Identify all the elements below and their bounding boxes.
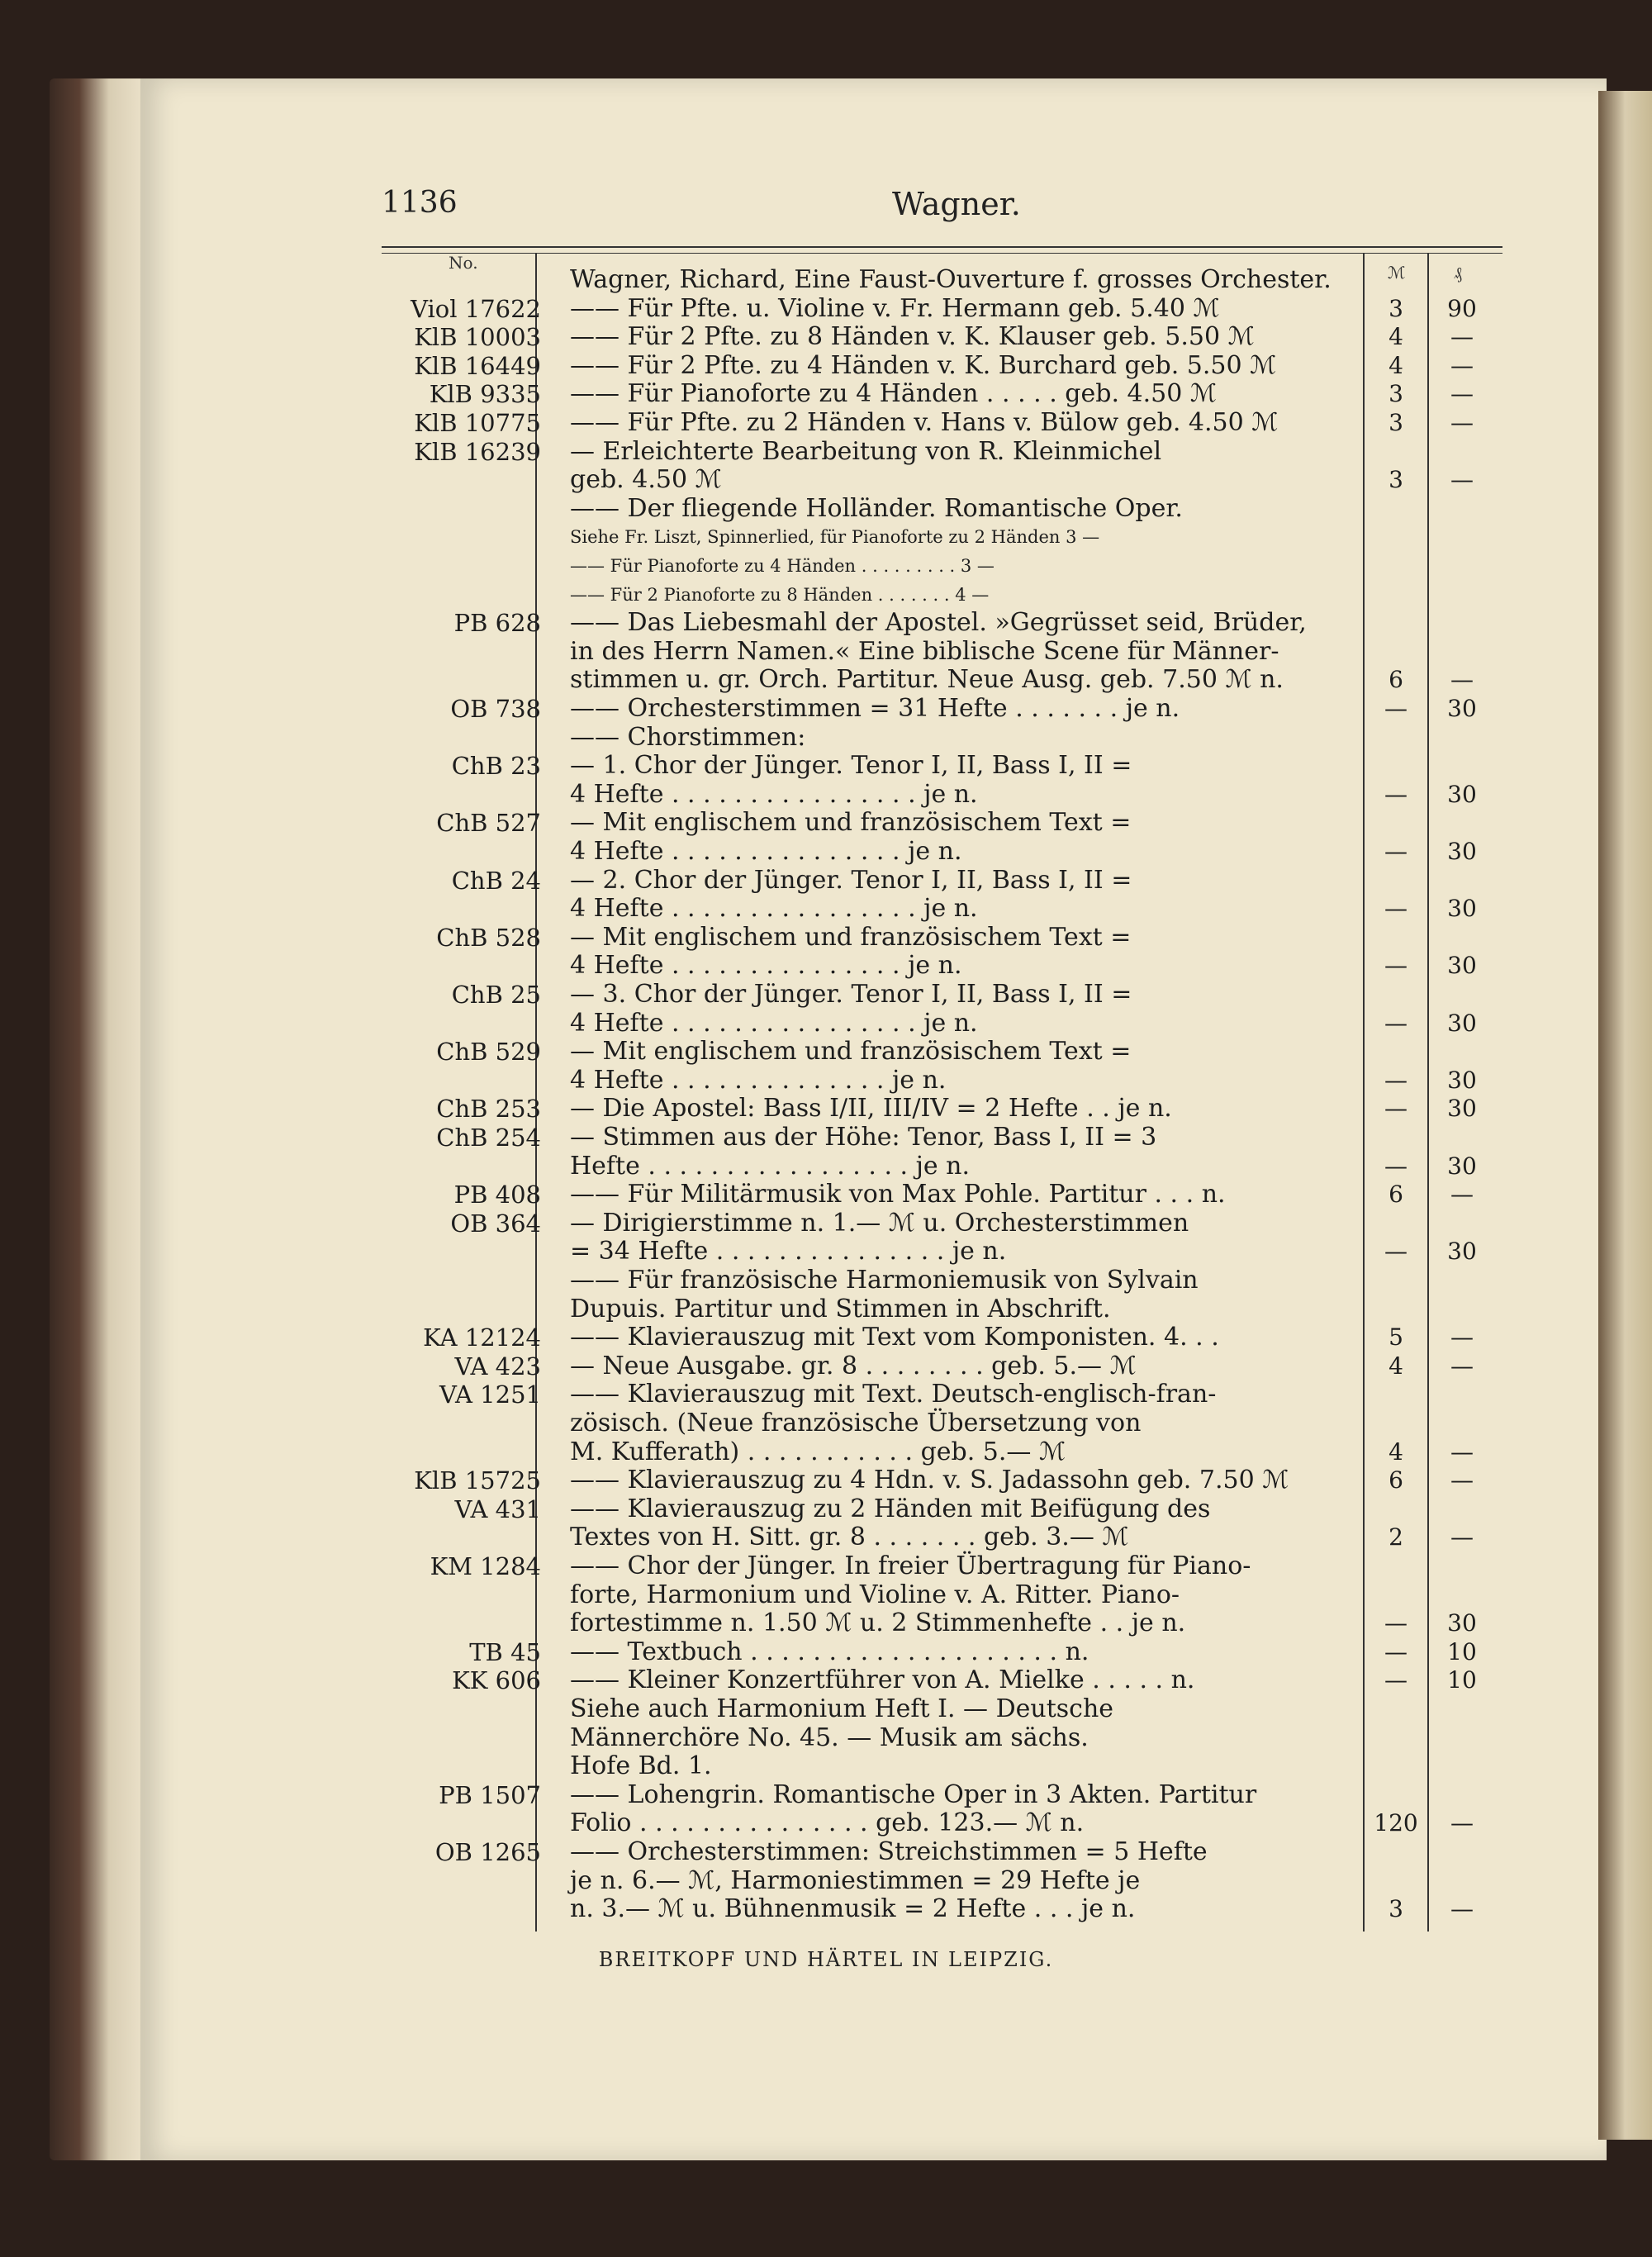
entry-text: Wagner, Richard, Eine Faust-Ouverture f. grosses Orchester. (570, 265, 1332, 294)
entry-text: —— Textbuch . . . . . . . . . . . . . . . . . . . . n. (570, 1637, 1089, 1666)
entry-text: —— Klavierauszug zu 4 Hdn. v. S. Jadassohn geb. 7.50 ℳ (570, 1466, 1289, 1495)
entry-text: — Die Apostel: Bass I/II, III/IV = 2 Hefte . . je n. (570, 1094, 1172, 1124)
header-rule (382, 246, 1502, 248)
entry-text: — Mit englischem und französischem Text = (570, 808, 1132, 838)
entry-text: 4 Hefte . . . . . . . . . . . . . . je n. (570, 1065, 947, 1095)
catalogue-number: ChB 24 (451, 866, 541, 895)
catalogue-number: Viol 17622 (411, 294, 541, 323)
price-pfennig: 30 (1447, 1152, 1477, 1180)
entry-text: Textes von H. Sitt. gr. 8 . . . . . . . geb. 3.— ℳ (570, 1523, 1129, 1552)
price-pfennig: — (1450, 1181, 1474, 1209)
price-pfennig: 30 (1447, 838, 1477, 865)
price-mark: 5 (1389, 1323, 1403, 1352)
entry-text: in des Herrn Namen.« Eine biblische Scene für Männer- (570, 636, 1279, 666)
price-mark: — (1384, 1152, 1408, 1180)
catalogue-number: ChB 253 (436, 1095, 541, 1124)
price-mark: — (1384, 1066, 1408, 1094)
entry-text: —— Für französische Harmoniemusik von Sylvain (570, 1266, 1199, 1295)
entry-text: 4 Hefte . . . . . . . . . . . . . . . . je n. (570, 779, 978, 809)
catalogue-number: KA 12124 (423, 1323, 541, 1352)
price-mark: 3 (1389, 409, 1403, 436)
entry-text: —— Für 2 Pianoforte zu 8 Händen . . . . . . . 4 — (570, 584, 990, 605)
entry-text: — 1. Chor der Jünger. Tenor I, II, Bass I, II = (570, 751, 1132, 781)
price-mark: 3 (1389, 294, 1403, 322)
entry-text: forte, Harmonium und Violine v. A. Ritter. Piano- (570, 1580, 1180, 1609)
price-mark: 4 (1389, 1437, 1403, 1466)
entry-text: —— Klavierauszug mit Text. Deutsch-englisch-fran- (570, 1380, 1217, 1409)
catalogue-number: ChB 254 (436, 1124, 541, 1152)
catalogue-number: KlB 16239 (414, 437, 541, 466)
column-head-no: No. (449, 253, 478, 273)
column-divider-mark (1363, 253, 1365, 1932)
catalogue-number: PB 408 (453, 1181, 541, 1209)
entry-text: Siehe Fr. Liszt, Spinnerlied, für Pianoforte zu 2 Händen 3 — (570, 527, 1100, 548)
catalogue-number: PB 1507 (439, 1780, 541, 1809)
price-pfennig: 30 (1447, 1238, 1477, 1266)
price-pfennig: 90 (1447, 294, 1477, 322)
column-divider-pf (1427, 253, 1429, 1932)
entry-text: — Mit englischem und französischem Text = (570, 922, 1132, 952)
price-pfennig: — (1450, 1466, 1474, 1494)
entry-text: je n. 6.— ℳ, Harmoniestimmen = 29 Hefte je (570, 1865, 1141, 1895)
price-pfennig: — (1450, 380, 1474, 408)
column-head-pf: ₰ (1454, 263, 1462, 283)
price-pfennig: 30 (1447, 1009, 1477, 1037)
catalogue-number: PB 628 (453, 609, 541, 638)
entry-text: —— Für Militärmusik von Max Pohle. Partitur . . . n. (570, 1180, 1226, 1209)
entry-text: — 2. Chor der Jünger. Tenor I, II, Bass I, II = (570, 865, 1132, 895)
price-pfennig: 30 (1447, 1609, 1477, 1637)
price-mark: — (1384, 1609, 1408, 1637)
entry-text: — Dirigierstimme n. 1.— ℳ u. Orchesterstimmen (570, 1208, 1189, 1238)
entry-text: 4 Hefte . . . . . . . . . . . . . . . je n. (570, 837, 962, 866)
catalogue-number: VA 1251 (439, 1380, 541, 1409)
price-mark: — (1384, 895, 1408, 923)
catalogue-number: KlB 15725 (414, 1466, 541, 1495)
entry-text: Hefte . . . . . . . . . . . . . . . . . je n. (570, 1151, 971, 1181)
entry-text: —— Lohengrin. Romantische Oper in 3 Akten. Partitur (570, 1779, 1257, 1809)
entry-text: —— Chor der Jünger. In freier Übertragung für Piano- (570, 1551, 1251, 1580)
price-pfennig: — (1450, 1323, 1474, 1352)
header-rule-thin (382, 253, 1502, 254)
entry-text: 4 Hefte . . . . . . . . . . . . . . . je n. (570, 951, 962, 981)
price-pfennig: 30 (1447, 695, 1477, 722)
entry-text: stimmen u. gr. Orch. Partitur. Neue Ausg. geb. 7.50 ℳ n. (570, 665, 1284, 695)
entry-text: M. Kufferath) . . . . . . . . . . . geb. 5.— ℳ (570, 1437, 1066, 1466)
entry-text: = 34 Hefte . . . . . . . . . . . . . . . je n. (570, 1237, 1007, 1266)
entry-text: zösisch. (Neue französische Übersetzung von (570, 1409, 1142, 1437)
price-pfennig: 30 (1447, 1095, 1477, 1123)
catalogue-number: ChB 527 (436, 809, 541, 838)
publisher-footer: BREITKOPF UND HÄRTEL IN LEIPZIG. (598, 1948, 1054, 1971)
price-pfennig: 10 (1447, 1666, 1477, 1694)
catalogue-number: KlB 9335 (429, 380, 541, 409)
catalogue-number: KK 606 (452, 1666, 541, 1695)
price-mark: 6 (1389, 1466, 1403, 1494)
entry-text: —— Das Liebesmahl der Apostel. »Gegrüsset seid, Brüder, (570, 608, 1307, 638)
column-head-mark: ℳ (1388, 263, 1406, 283)
price-pfennig: — (1450, 1352, 1474, 1380)
price-mark: — (1384, 1637, 1408, 1665)
catalogue-number: VA 423 (454, 1352, 541, 1380)
entry-text: — 3. Chor der Jünger. Tenor I, II, Bass I, II = (570, 980, 1132, 1009)
page-title: Wagner. (892, 186, 1021, 222)
price-pfennig: 30 (1447, 895, 1477, 923)
price-pfennig: 30 (1447, 1066, 1477, 1094)
entry-text: Siehe auch Harmonium Heft I. — Deutsche (570, 1694, 1114, 1723)
entry-text: Männerchöre No. 45. — Musik am sächs. (570, 1722, 1089, 1752)
catalogue-number: OB 738 (450, 695, 541, 723)
price-mark: — (1384, 780, 1408, 808)
entry-text: —— Für Pfte. u. Violine v. Fr. Hermann geb. 5.40 ℳ (570, 293, 1220, 323)
price-pfennig: 10 (1447, 1637, 1477, 1665)
price-mark: — (1384, 1095, 1408, 1123)
entry-text: —— Klavierauszug zu 2 Händen mit Beifügung des (570, 1494, 1211, 1523)
entry-text: fortestimme n. 1.50 ℳ u. 2 Stimmenhefte . . je n. (570, 1608, 1186, 1638)
price-pfennig: 30 (1447, 780, 1477, 808)
entry-text: Dupuis. Partitur und Stimmen in Abschrift. (570, 1294, 1111, 1323)
entry-text: —— Für Pianoforte zu 4 Händen . . . . . . . . . 3 — (570, 556, 995, 576)
price-mark: — (1384, 1666, 1408, 1694)
entry-text: — Neue Ausgabe. gr. 8 . . . . . . . . geb. 5.— ℳ (570, 1351, 1137, 1380)
price-pfennig: — (1450, 409, 1474, 436)
catalogue-number: OB 1265 (434, 1838, 541, 1866)
entry-text: — Mit englischem und französischem Text = (570, 1037, 1132, 1067)
entry-text: 4 Hefte . . . . . . . . . . . . . . . . je n. (570, 894, 978, 924)
catalogue-number: ChB 528 (436, 923, 541, 952)
entry-text: —— Kleiner Konzertführer von A. Mielke . . . . . n. (570, 1665, 1195, 1695)
price-mark: — (1384, 952, 1408, 980)
catalogue-number: ChB 23 (451, 752, 541, 781)
catalogue-number: TB 45 (469, 1637, 541, 1666)
price-pfennig: — (1450, 1809, 1474, 1837)
catalogue-number: KlB 10003 (414, 323, 541, 352)
entry-text: n. 3.— ℳ u. Bühnenmusik = 2 Hefte . . . je n. (570, 1894, 1136, 1924)
price-pfennig: — (1450, 1523, 1474, 1551)
entry-text: —— Chorstimmen: (570, 722, 806, 752)
catalogue-number: ChB 25 (451, 981, 541, 1009)
facing-page-edge (1598, 91, 1652, 2140)
entry-text: Folio . . . . . . . . . . . . . . . geb. 123.— ℳ n. (570, 1808, 1085, 1838)
entry-text: —— Für Pfte. zu 2 Händen v. Hans v. Bülow geb. 4.50 ℳ (570, 408, 1279, 437)
price-mark: 6 (1389, 666, 1403, 694)
price-mark: 3 (1389, 466, 1403, 494)
entry-text: —— Klavierauszug mit Text vom Komponisten. 4. . . (570, 1323, 1219, 1352)
entry-text: —— Für 2 Pfte. zu 8 Händen v. K. Klauser geb. 5.50 ℳ (570, 322, 1255, 352)
catalogue-number: KlB 16449 (414, 351, 541, 380)
price-pfennig: — (1450, 351, 1474, 379)
catalogue-number: VA 431 (454, 1494, 541, 1523)
entry-text: —— Der fliegende Holländer. Romantische Oper. (570, 493, 1183, 523)
catalogue-number: KlB 10775 (414, 409, 541, 437)
entry-text: —— Orchesterstimmen = 31 Hefte . . . . . . . je n. (570, 694, 1180, 723)
price-mark: 4 (1389, 323, 1403, 351)
price-mark: — (1384, 1238, 1408, 1266)
price-mark: — (1384, 1009, 1408, 1037)
catalogue-number: OB 364 (450, 1209, 541, 1238)
price-pfennig: 30 (1447, 952, 1477, 980)
catalogue-number: KM 1284 (430, 1552, 541, 1580)
entry-text: —— Orchesterstimmen: Streichstimmen = 5 Hefte (570, 1837, 1208, 1866)
price-mark: 4 (1389, 1352, 1403, 1380)
price-pfennig: — (1450, 666, 1474, 694)
price-pfennig: — (1450, 1437, 1474, 1466)
price-mark: 3 (1389, 380, 1403, 408)
catalogue-number: ChB 529 (436, 1038, 541, 1067)
entry-text: — Stimmen aus der Höhe: Tenor, Bass I, II = 3 (570, 1123, 1157, 1152)
price-mark: 6 (1389, 1181, 1403, 1209)
price-mark: 3 (1389, 1895, 1403, 1923)
price-mark: 4 (1389, 351, 1403, 379)
price-pfennig: — (1450, 1895, 1474, 1923)
entry-text: —— Für Pianoforte zu 4 Händen . . . . . geb. 4.50 ℳ (570, 379, 1217, 409)
entry-text: — Erleichterte Bearbeitung von R. Kleinmichel (570, 436, 1162, 466)
entry-text: geb. 4.50 ℳ (570, 465, 722, 495)
entry-text: Hofe Bd. 1. (570, 1751, 712, 1781)
price-mark: 120 (1374, 1809, 1418, 1837)
price-mark: — (1384, 695, 1408, 722)
entry-text: —— Für 2 Pfte. zu 4 Händen v. K. Burchard geb. 5.50 ℳ (570, 350, 1277, 380)
page-number: 1136 (382, 186, 458, 220)
price-pfennig: — (1450, 323, 1474, 351)
price-mark: 2 (1389, 1523, 1403, 1551)
entry-text: 4 Hefte . . . . . . . . . . . . . . . . je n. (570, 1008, 978, 1038)
price-pfennig: — (1450, 466, 1474, 494)
price-mark: — (1384, 838, 1408, 865)
